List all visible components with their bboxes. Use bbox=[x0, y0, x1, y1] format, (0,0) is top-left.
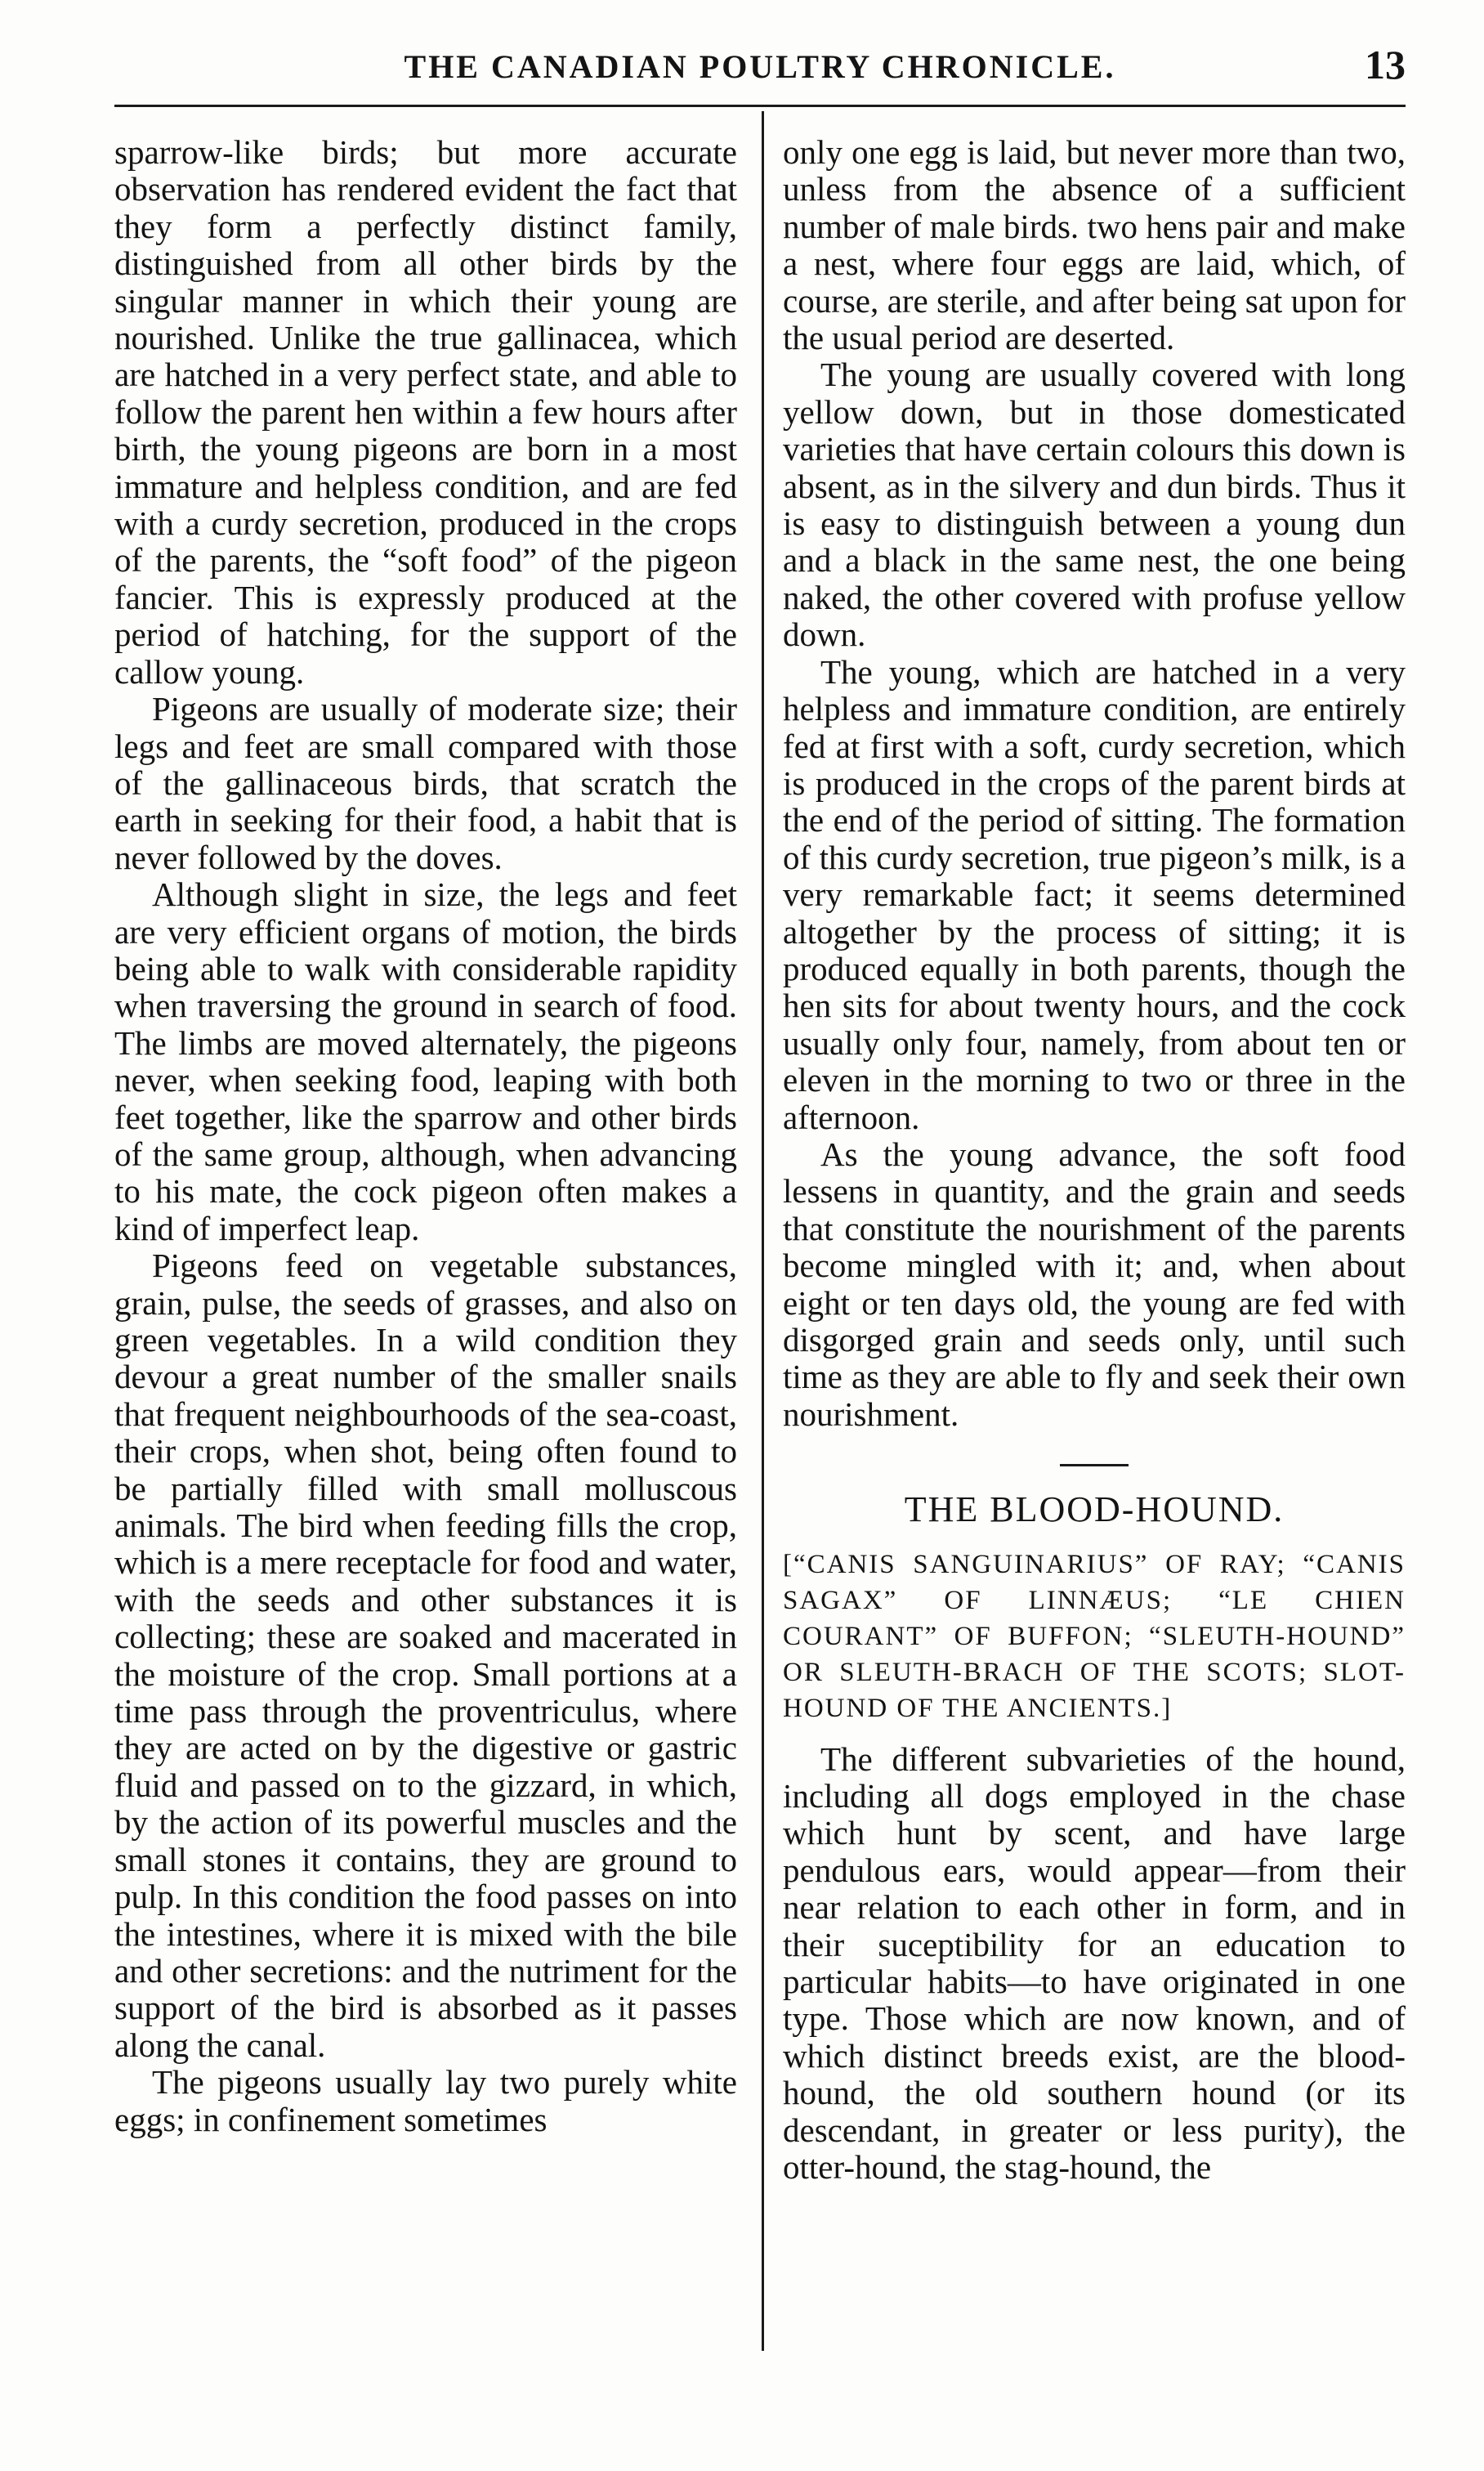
column-divider bbox=[762, 111, 764, 2351]
running-title: THE CANADIAN POULTRY CHRONICLE. bbox=[404, 48, 1116, 85]
pigeon-paragraph-eggs: The pigeons usually lay two purely white eggs; in confinement sometimes bbox=[114, 2063, 737, 2138]
pigeon-paragraph-eggs-continued: only one egg is laid, but never more than two, unless from the absence of a sufficient number of male birds. two hens pair and make a nest, where four eggs are laid, which, of course, are sterile, and after being sat upon for the usual period are deserted. bbox=[783, 134, 1406, 357]
section-subtitle: [“CANIS SANGUINARIUS” OF RAY; “CANIS SAGAX” OF LINNÆUS; “LE CHIEN COURANT” OF BUFFON; “SLEUTH-HOUND” OR SLEUTH-BRACH OF THE SCOTS; SLOT-HOUND OF THE ANCIENTS.] bbox=[783, 1549, 1406, 1723]
header-rule bbox=[114, 105, 1406, 107]
pigeon-paragraph-size: Pigeons are usually of moderate size; their legs and feet are small compared with those of the gallinaceous birds, that scratch the earth in seeking for their food, a habit that is never followed by the doves. bbox=[114, 690, 737, 876]
page-number: 13 bbox=[1365, 42, 1406, 87]
pigeon-paragraph-continued: sparrow-like birds; but more accurate observation has rendered evident the fact that they form a perfectly distinct family, distinguished from all other birds by the singular manner in which their young are nourished. Unlike the true gallinacea, which are hatched in a very perfect state, and able to follow the parent hen within a few hours after birth, the young pigeons are born in a most immature and helpless condition, and are fed with a curdy secretion, produced in the crops of the parents, the “soft food” of the pigeon fancier. This is expressly produced at the period of hatching, for the support of the callow young. bbox=[114, 134, 737, 691]
section-title: THE BLOOD-HOUND. bbox=[904, 1489, 1285, 1530]
bloodhound-paragraph: The different subvarieties of the hound, including all dogs employed in the chase which hunt by scent, and have large pendulous ears, would appear—from their near relation to each other in form, and in their suceptibility for an education to particular habits—to have originated in one type. Those which are now known, and of which distinct breeds exist, are the blood-hound, the old southern hound (or its descendant, in greater or less purity), the otter-hound, the stag-hound, the bbox=[783, 1739, 1406, 2187]
pigeon-paragraph-down: The young are usually covered with long yellow down, but in those domesticated varieties that have certain colours this down is absent, as in the silvery and dun birds. Thus it is easy to distinguish between a young dun and a black in the same nest, the one being naked, the other covered with profuse yellow down. bbox=[783, 356, 1406, 654]
pigeon-paragraph-feeding: Pigeons feed on vegetable substances, grain, pulse, the seeds of grasses, and also on green vegetables. In a wild condition they devour a great number of the smaller snails that frequent neighbourhoods of the sea-coast, their crops, when shot, being often found to be partially filled with small molluscous animals. The bird when feeding fills the crop, which is a mere receptacle for food and water, with the seeds and other substances it is collecting; these are soaked and macerated in the moisture of the crop. Small portions at a time pass through the proventriculus, where they are acted on by the digestive or gastric fluid and passed on to the gizzard, in which, by the action of its powerful muscles and the small stones it contains, they are ground to pulp. In this condition the food passes on into the intestines, where it is mixed with the bile and other secretions: and the nutriment for the support of the bird is absorbed as it passes along the canal. bbox=[114, 1247, 737, 2064]
pigeon-paragraph-weaning: As the young advance, the soft food lessens in quantity, and the grain and seeds that constitute the nourishment of the parents become mingled with it; and, when about eight or ten days old, the young are fed with disgorged grain and seeds only, until such time as they are able to fly and seek their own nourishment. bbox=[783, 1135, 1406, 1433]
left-column bbox=[114, 134, 737, 2390]
section-separator-rule bbox=[1060, 1464, 1129, 1466]
right-column bbox=[783, 134, 1406, 2390]
pigeon-paragraph-milk: The young, which are hatched in a very helpless and immature condition, are entirely fed at first with a soft, curdy secretion, which is produced in the crops of the parent birds at the end of the period of sitting. The formation of this curdy secretion, true pigeon’s milk, is a very remarkable fact; it seems determined altogether by the process of sitting; it is produced equally in both parents, though the hen sits for about twenty hours, and the cock usually only four, namely, from about ten or eleven in the morning to two or three in the afternoon. bbox=[783, 652, 1406, 1136]
page-header bbox=[114, 41, 1406, 90]
pigeon-paragraph-locomotion: Although slight in size, the legs and feet are very efficient organs of motion, the birds being able to walk with considerable rapidity when traversing the ground in search of food. The limbs are moved alternately, the pigeons never, when seeking food, leaping with both feet together, like the sparrow and other birds of the same group, although, when advancing to his mate, the cock pigeon often makes a kind of imperfect leap. bbox=[114, 875, 737, 1247]
